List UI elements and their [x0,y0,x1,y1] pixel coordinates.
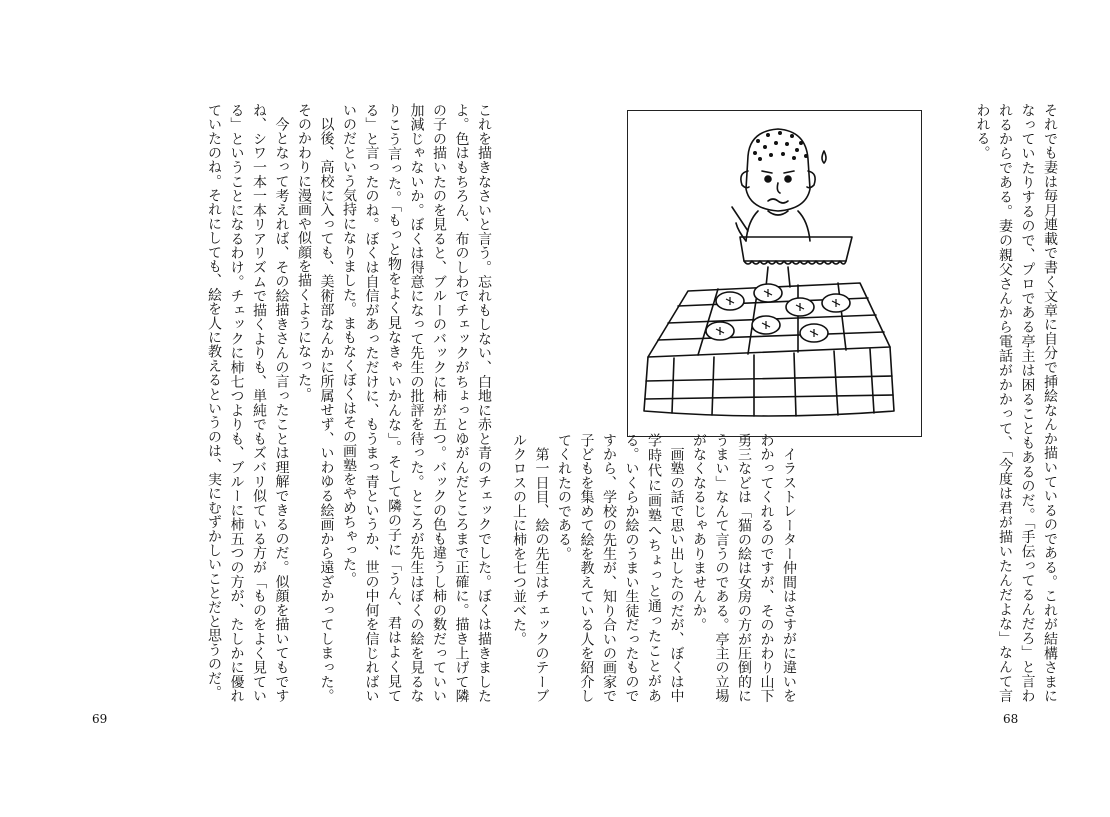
right-page-top-text [941,103,1061,703]
paragraph: 第一日目、絵の先生はチェックのテーブルクロスの上に柿を七つ並べた。 [511,433,550,703]
tablecloth-drape [644,347,894,416]
illustration-boy-drawing-persimmons [627,110,922,437]
paragraph: 以後、高校に入っても、美術部なんかに所属せず、いわゆる絵画から遠ざかってしまった。そのかわりに漫画や似顔を描くようになった。 [296,103,335,703]
paragraph: イラストレーター仲間はさすがに違いをわかってくれるのですが、そのかわり山下勇三などは「猫の絵は女房の方が圧倒的にうまい」なんて言うのである。亭主の立場がなくなるじゃありませんか。 [691,433,797,703]
paragraph: これを描きなさいと言う。忘れもしない、白地に赤と青のチェックでした。ぼくは描きましたよ。色はもちろん、布のしわでチェックがちょっとゆがんだところまで正確に。描き上げて隣の子の描いたのを見ると、ブルーのバックに柿が五つ。バックの色も違うし柿の数だっていい加減じゃないか。ぼくは得意になって先生の批評を待った。ところが先生はぼくの絵を見るなりこう言った。「もっと物をよく見なきゃいかんな」。そして隣の子に「うん、君はよく見てる」と言ったのね。ぼくは自信があっただけに、もうまっ青というか、世の中何を信じればいいのだという気持になりました。まもなくぼくはその画塾をやめちゃった。 [341,103,492,703]
illustration-svg [628,111,921,436]
paragraph: 今となって考えれば、その絵描きさんの言ったことは理解できるのだ。似顔を描いてもですね、シワ一本一本リアリズムで描くよりも、単純でもズバリ似ている方が「ものをよく見ている」ということになるわけ。チェックに柿七つよりも、ブルーに柿五つの方が、たしかに優れていたのね。それにしても、絵を人に教えるというのは、実にむずかしいことだと思うのだ。 [206,103,290,703]
left-page-body [170,103,495,703]
page-number-left: 69 [92,712,108,726]
right-page-bottom-text [511,433,800,703]
hair-dots [753,131,808,161]
paragraph: それでも妻は毎月連載で書く文章に自分で挿絵なんか描いているのである。これが結構さまになっていたりするので、プロである亭主は困ることもあるのだ。「手伝ってるんだろ」と言われるからである。妻の親父さんから電話がかかって、「今度は君が描いたんだよな」なんて言われる。 [974,103,1058,703]
drawing-board [740,237,852,261]
persimmons [706,284,850,342]
page-number-right: 68 [1003,712,1019,726]
paragraph: 画塾の話で思い出したのだが、ぼくは中学時代に画塾へちょっと通ったことがある。いくらか絵のうまい生徒だったものですから、学校の先生が、知り合いの画家で子どもを集めて絵を教えている人を紹介してくれたのである。 [556,433,685,703]
right-page [511,0,1110,817]
